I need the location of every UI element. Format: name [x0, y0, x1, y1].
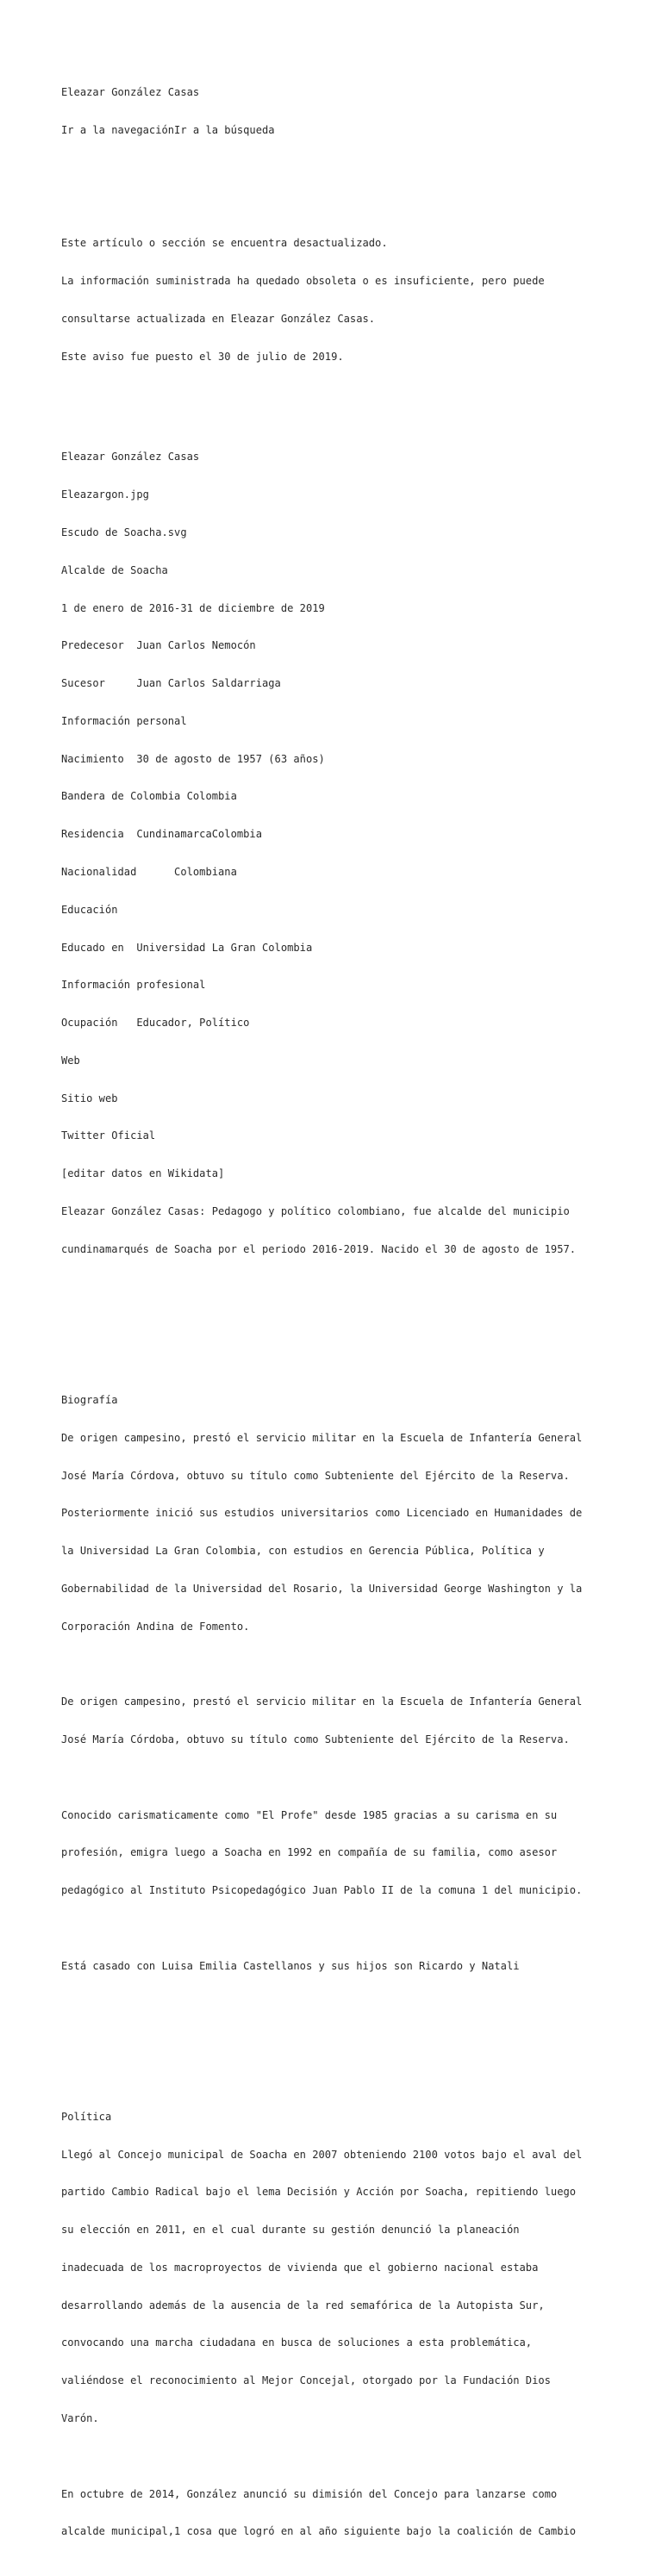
paragraph-line: De origen campesino, prestó el servicio militar en la Escuela de Infantería General — [61, 1431, 583, 1444]
intro-line: Eleazar González Casas: Pedagogo y político colombiano, fue alcalde del municipio — [61, 1205, 570, 1218]
paragraph-line: Corporación Andina de Fomento. — [61, 1620, 250, 1633]
spacer — [61, 1771, 630, 1784]
infobox-flag: Bandera de Colombia Colombia — [61, 790, 237, 803]
paragraph-line: Gobernabilidad de la Universidad del Rosario, la Universidad George Washington y la — [61, 1582, 583, 1595]
paragraph-line: De origen campesino, prestó el servicio militar en la Escuela de Infantería General — [61, 1696, 583, 1708]
paragraph-line: pedagógico al Instituto Psicopedagógico Juan Pablo II de la comuna 1 del municipio. — [61, 1884, 583, 1897]
paragraph-line: José María Córdoba, obtuvo su título como Subteniente del Ejército de la Reserva. — [61, 1733, 570, 1745]
infobox-birth: Nacimiento 30 de agosto de 1957 (63 años) — [61, 752, 325, 765]
infobox-name: Eleazar González Casas — [61, 451, 200, 464]
paragraph-line: valiéndose el reconocimiento al Mejor Concejal, otorgado por la Fundación Dios — [61, 2374, 551, 2387]
infobox-web: Web — [61, 1054, 80, 1067]
infobox-educated-in: Educado en Universidad La Gran Colombia — [61, 941, 313, 954]
spacer — [61, 1318, 630, 1331]
paragraph-line: alcalde municipal,1 cosa que logró en al año siguiente bajo la coalición de Cambio — [61, 2525, 577, 2538]
paragraph-line: partido Cambio Radical bajo el lema Decisión y Acción por Soacha, repitiendo luego — [61, 2186, 577, 2199]
paragraph-line: Está casado con Luisa Emilia Castellanos y sus hijos son Ricardo y Natali — [61, 1959, 520, 1972]
paragraph-line: convocando una marcha ciudadana en busca de soluciones a esta problemática, — [61, 2336, 533, 2349]
paragraph-line: profesión, emigra luego a Soacha en 1992 en compañía de su familia, como asesor — [61, 1846, 558, 1859]
infobox-section-personal: Información personal — [61, 714, 187, 727]
notice-line: consultarse actualizada en Eleazar González Casas. — [61, 312, 376, 325]
edit-wikidata-link[interactable]: [editar datos en Wikidata] — [61, 1167, 225, 1180]
spacer — [61, 2450, 630, 2463]
paragraph-line: Llegó al Concejo municipal de Soacha en 2007 obteniendo 2100 votos bajo el aval del — [61, 2148, 583, 2161]
infobox-image-link[interactable]: Eleazargon.jpg — [61, 488, 149, 501]
infobox-section-education: Educación — [61, 903, 118, 916]
infobox-shield-link[interactable]: Escudo de Soacha.svg — [61, 526, 187, 538]
section-politica — [61, 2086, 630, 2564]
infobox — [61, 426, 630, 1280]
infobox-twitter-link[interactable]: Twitter Oficial — [61, 1129, 156, 1142]
paragraph-line: Varón. — [61, 2412, 99, 2425]
paragraph-line: En octubre de 2014, González anunció su dimisión del Concejo para lanzarse como — [61, 2487, 558, 2500]
infobox-office: Alcalde de Soacha — [61, 563, 168, 576]
spacer — [61, 1658, 630, 1671]
document-title: Eleazar González Casas — [61, 86, 200, 99]
paragraph-line: desarrollando además de la ausencia de la red semafórica de la Autopista Sur, — [61, 2299, 545, 2312]
notice-line: Este artículo o sección se encuentra desactualizado. — [61, 237, 388, 250]
infobox-website-link[interactable]: Sitio web — [61, 1092, 118, 1104]
infobox-nationality: Nacionalidad Colombiana — [61, 866, 237, 878]
spacer — [61, 1922, 630, 1935]
paragraph-line: su elección en 2011, en el cual durante su gestión denunció la planeación — [61, 2224, 520, 2237]
paragraph-line: Posteriormente inició sus estudios universitarios como Licenciado en Humanidades de — [61, 1507, 583, 1520]
paragraph-line: José María Córdova, obtuvo su título como Subteniente del Ejército de la Reserva. — [61, 1469, 570, 1482]
notice-line: Este aviso fue puesto el 30 de julio de 2019. — [61, 350, 344, 363]
infobox-section-professional: Información profesional — [61, 979, 206, 992]
infobox-successor: Sucesor Juan Carlos Saldarriaga — [61, 677, 281, 690]
document-page — [61, 61, 630, 2576]
infobox-residence: Residencia CundinamarcaColombia — [61, 828, 262, 841]
outdated-notice — [61, 212, 630, 388]
infobox-occupation: Ocupación Educador, Político — [61, 1017, 250, 1030]
paragraph-line: inadecuada de los macroproyectos de vivienda que el gobierno nacional estaba — [61, 2261, 539, 2274]
paragraph-line: Conocido carismaticamente como "El Profe" desde 1985 gracias a su carisma en su — [61, 1808, 558, 1821]
intro-line: cundinamarqués de Soacha por el periodo 2016-2019. Nacido el 30 de agosto de 1957. — [61, 1242, 577, 1255]
spacer — [61, 162, 630, 175]
paragraph-line: la Universidad La Gran Colombia, con estudios en Gerencia Pública, Política y — [61, 1545, 545, 1558]
navigation-links[interactable]: Ir a la navegaciónIr a la búsqueda — [61, 123, 275, 136]
infobox-term: 1 de enero de 2016-31 de diciembre de 2019 — [61, 601, 325, 614]
section-heading: Biografía — [61, 1393, 118, 1406]
spacer — [61, 2035, 630, 2048]
infobox-predecessor: Predecesor Juan Carlos Nemocón — [61, 639, 256, 652]
notice-line: La información suministrada ha quedado obsoleta o es insuficiente, pero puede — [61, 275, 545, 288]
section-heading: Política — [61, 2110, 112, 2123]
section-biografia — [61, 1369, 630, 1998]
